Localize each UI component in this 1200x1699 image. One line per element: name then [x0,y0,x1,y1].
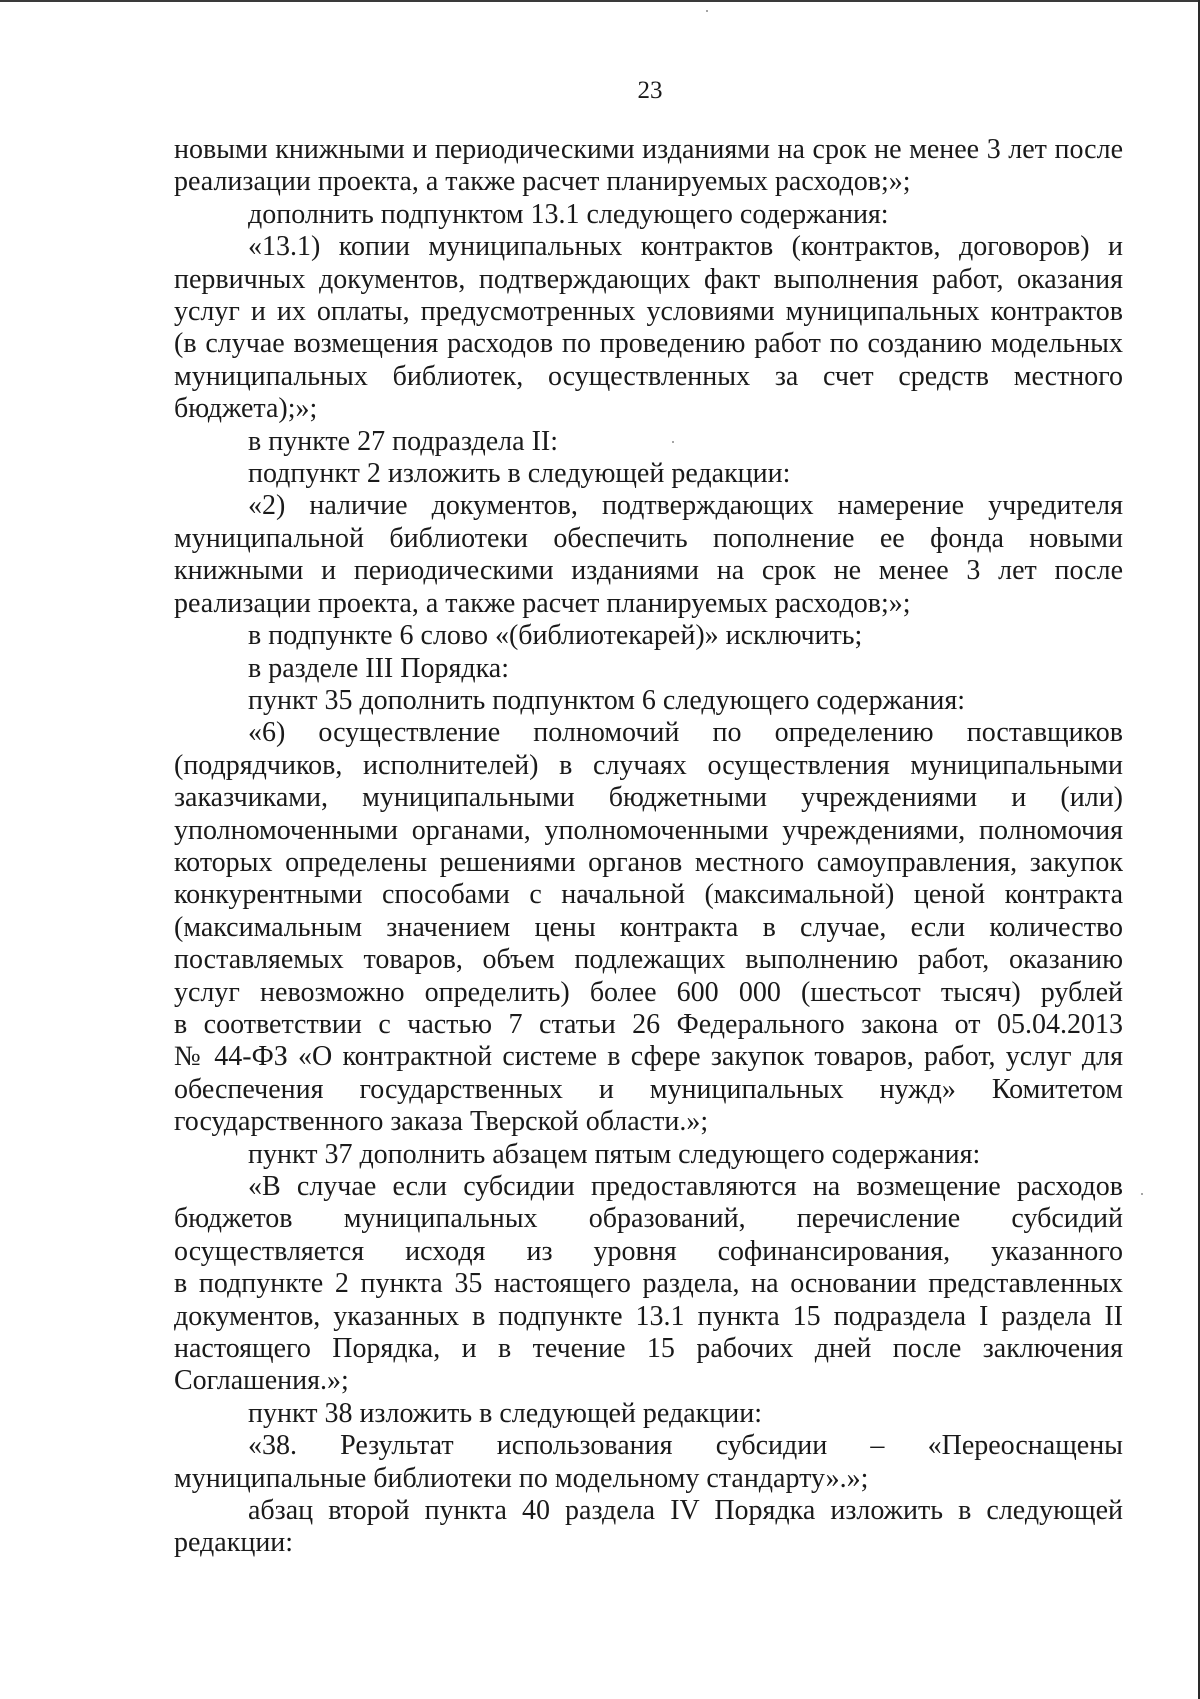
text-line: дополнить подпунктом 13.1 следующего содержания: [248,198,889,230]
text-line: поставляемых товаров, объем подлежащих выполнению работ, оказанию [174,944,1123,976]
text-line: настоящего Порядка, и в течение 15 рабочих дней после заключения [174,1333,1123,1365]
text-line: редакции: [174,1527,294,1559]
text-line: пункт 35 дополнить подпунктом 6 следующего содержания: [248,684,966,716]
scan-speck [706,10,708,12]
document-body [174,134,1123,1560]
text-line: уполномоченными органами, уполномоченными учреждениями, полномочия [174,814,1123,846]
text-line: заказчиками, муниципальными бюджетными учреждениями и (или) [174,782,1123,814]
text-line: (подрядчиков, исполнителей) в случаях осуществления муниципальными [174,749,1123,781]
text-line: реализации проекта, а также расчет планируемых расходов;»; [174,166,911,198]
text-line: бюджетов муниципальных образований, перечисление субсидий [174,1203,1123,1235]
text-line: муниципальных библиотек, осуществленных за счет средств местного [174,360,1123,392]
text-line: документов, указанных в подпункте 13.1 пункта 15 подраздела I раздела II [174,1300,1123,1332]
text-line: в разделе III Порядка: [248,652,509,684]
text-line: «6) осуществление полномочий по определению поставщиков [248,717,1123,749]
text-line: «В случае если субсидии предоставляются на возмещение расходов [248,1171,1123,1202]
text-line: новыми книжными и периодическими изданиями на срок не менее 3 лет после [174,134,1123,165]
text-line: абзац второй пункта 40 раздела IV Порядка изложить в следующей [248,1495,1123,1527]
text-line: «38. Результат использования субсидии – «Переоснащены [248,1430,1123,1462]
text-line: пункт 37 дополнить абзацем пятым следующего содержания: [248,1138,981,1170]
text-line: первичных документов, подтверждающих факт выполнения работ, оказания [174,263,1123,295]
text-line: муниципальной библиотеки обеспечить пополнение ее фонда новыми [174,522,1123,554]
text-line: осуществляется исходя из уровня софинансирования, указанного [174,1235,1123,1267]
text-line: услуг невозможно определить) более 600 000 (шестьсот тысяч) рублей [174,976,1123,1008]
text-line: реализации проекта, а также расчет планируемых расходов;»; [174,587,911,619]
text-line: «13.1) копии муниципальных контрактов (контрактов, договоров) и [248,231,1123,263]
text-line: бюджета);»; [174,393,318,425]
text-line: в пункте 27 подраздела II: [248,425,558,457]
text-line: обеспечения государственных и муниципальных нужд» Комитетом [174,1073,1123,1105]
page-number: 23 [637,77,663,104]
scan-speck [1141,1193,1143,1195]
scan-speck [672,441,674,443]
text-line: конкурентными способами с начальной (максимальной) ценой контракта [174,879,1123,911]
text-line: № 44-ФЗ «О контрактной системе в сфере закупок товаров, работ, услуг для [174,1041,1123,1073]
text-line: (в случае возмещения расходов по проведению работ по созданию модельных [174,328,1123,360]
text-line: в подпункте 6 слово «(библиотекарей)» исключить; [248,620,863,652]
text-line: книжными и периодическими изданиями на срок не менее 3 лет после [174,555,1123,587]
text-line: «2) наличие документов, подтверждающих намерение учредителя [248,490,1123,522]
text-line: подпункт 2 изложить в следующей редакции: [248,458,791,490]
text-line: услуг и их оплаты, предусмотренных условиями муниципальных контрактов [174,296,1123,328]
text-line: которых определены решениями органов местного самоуправления, закупок [174,846,1123,878]
text-line: государственного заказа Тверской области.»; [174,1106,709,1138]
text-line: пункт 38 изложить в следующей редакции: [248,1397,762,1429]
text-line: в соответствии с частью 7 статьи 26 Федерального закона от 05.04.2013 [174,1008,1123,1040]
text-line: в подпункте 2 пункта 35 настоящего раздела, на основании представленных [174,1268,1123,1300]
text-line: Соглашения.»; [174,1365,349,1397]
scan-edge-top [0,0,1200,2]
text-line: (максимальным значением цены контракта в случае, если количество [174,911,1123,943]
text-line: муниципальные библиотеки по модельному стандарту».»; [174,1462,869,1494]
